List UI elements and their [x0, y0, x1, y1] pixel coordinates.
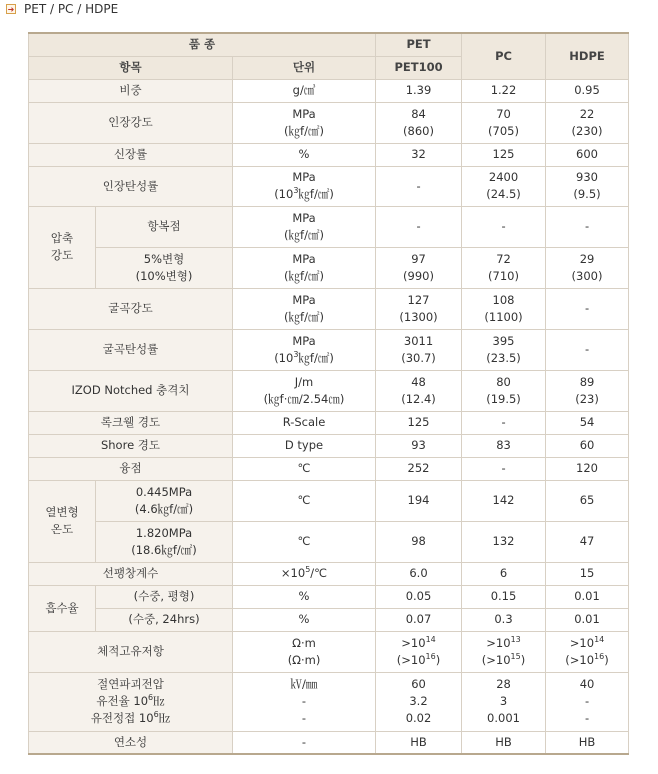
- row-name: (수중, 24hrs): [96, 608, 233, 631]
- header-pc: PC: [462, 33, 546, 79]
- table-row: [29, 206, 629, 247]
- row-name: 비중: [29, 79, 233, 102]
- row-unit: $\times 10^5/℃$: [233, 562, 376, 585]
- pet-value: 3011 (30.7): [376, 329, 462, 370]
- pet-value: 125: [376, 411, 462, 434]
- hdpe-value: 0.01: [546, 585, 629, 608]
- pet-value: 6.0: [376, 562, 462, 585]
- hdpe-value: $>10^{14}$ $(>10^{16})$: [546, 631, 629, 672]
- table-row: [29, 411, 629, 434]
- row-name: 융점: [29, 457, 233, 480]
- row-name: 선팽창계수: [29, 562, 233, 585]
- pc-value: -: [462, 411, 546, 434]
- hdpe-value: -: [546, 329, 629, 370]
- pet-value: -: [376, 166, 462, 206]
- row-unit: %: [233, 608, 376, 631]
- pc-value: 72 (710): [462, 247, 546, 288]
- pc-value: 1.22: [462, 79, 546, 102]
- pet-value: 32: [376, 143, 462, 166]
- pet-value: 1.39: [376, 79, 462, 102]
- row-unit: ℃: [233, 457, 376, 480]
- table-row: [29, 247, 629, 288]
- table-row: [29, 102, 629, 143]
- table-row: [29, 79, 629, 102]
- header-row-1: [29, 33, 629, 56]
- row-unit: R-Scale: [233, 411, 376, 434]
- row-name: 절연파괴전압 유전율 $10^6㎐$ 유전정접 $10^6㎐$: [29, 672, 233, 731]
- hdpe-value: 65: [546, 480, 629, 521]
- row-unit: MPa (㎏f/㎠): [233, 102, 376, 143]
- group-label: 열변형 온도: [29, 480, 96, 562]
- row-name: 굴곡강도: [29, 288, 233, 329]
- pet-value: 48 (12.4): [376, 370, 462, 411]
- hdpe-value: 60: [546, 434, 629, 457]
- row-name: (수중, 평형): [96, 585, 233, 608]
- pc-value: $>10^{13}$ $(>10^{15})$: [462, 631, 546, 672]
- hdpe-value: -: [546, 288, 629, 329]
- table-row: [29, 370, 629, 411]
- table-row: [29, 457, 629, 480]
- row-name: IZOD Notched 충격치: [29, 370, 233, 411]
- row-unit: ℃: [233, 521, 376, 562]
- row-unit: MPa (㎏f/㎠): [233, 288, 376, 329]
- pet-value: 127 (1300): [376, 288, 462, 329]
- group-label: 흡수율: [29, 585, 96, 631]
- row-unit: MPa $(10^3㎏f/㎠)$: [233, 329, 376, 370]
- table-row: [29, 731, 629, 754]
- table-row: [29, 608, 629, 631]
- pc-value: 132: [462, 521, 546, 562]
- hdpe-value: 15: [546, 562, 629, 585]
- table-row: [29, 329, 629, 370]
- header-pet-grade: PET100: [376, 56, 462, 79]
- table-row: [29, 521, 629, 562]
- pet-value: HB: [376, 731, 462, 754]
- row-unit: MPa (㎏f/㎠): [233, 247, 376, 288]
- pc-value: 28 3 0.001: [462, 672, 546, 731]
- hdpe-value: HB: [546, 731, 629, 754]
- header-kind: 품 종: [29, 33, 376, 56]
- spec-table: [28, 32, 629, 755]
- row-name: 록크웰 경도: [29, 411, 233, 434]
- pc-value: HB: [462, 731, 546, 754]
- row-name: 5%변형 (10%변형): [96, 247, 233, 288]
- table-row: [29, 672, 629, 731]
- pet-value: 252: [376, 457, 462, 480]
- hdpe-value: 22 (230): [546, 102, 629, 143]
- hdpe-value: 47: [546, 521, 629, 562]
- pc-value: 2400 (24.5): [462, 166, 546, 206]
- table-row: [29, 166, 629, 206]
- row-unit: J/m (㎏f·㎝/2.54㎝): [233, 370, 376, 411]
- row-unit: -: [233, 731, 376, 754]
- pc-value: 6: [462, 562, 546, 585]
- pc-value: -: [462, 206, 546, 247]
- pc-value: 0.15: [462, 585, 546, 608]
- pc-value: -: [462, 457, 546, 480]
- table-row: [29, 631, 629, 672]
- row-name: 신장률: [29, 143, 233, 166]
- row-name: Shore 경도: [29, 434, 233, 457]
- row-unit: ℃: [233, 480, 376, 521]
- page-title-bar: [6, 0, 118, 18]
- page-title: PET / PC / HDPE: [24, 2, 119, 16]
- row-name: 연소성: [29, 731, 233, 754]
- row-name: 체적고유저항: [29, 631, 233, 672]
- header-pet: PET: [376, 33, 462, 56]
- hdpe-value: 89 (23): [546, 370, 629, 411]
- header-hdpe: HDPE: [546, 33, 629, 79]
- pet-value: 60 3.2 0.02: [376, 672, 462, 731]
- table-row: [29, 434, 629, 457]
- pc-value: 125: [462, 143, 546, 166]
- row-unit: %: [233, 585, 376, 608]
- pc-value: 395 (23.5): [462, 329, 546, 370]
- header-item: 항목: [29, 56, 233, 79]
- row-unit: Ω·m (Ω·m): [233, 631, 376, 672]
- hdpe-value: 0.95: [546, 79, 629, 102]
- hdpe-value: 54: [546, 411, 629, 434]
- pet-value: $>10^{14}$ $(>10^{16})$: [376, 631, 462, 672]
- pc-value: 70 (705): [462, 102, 546, 143]
- arrow-right-icon: ➜: [7, 5, 15, 14]
- row-name: 1.820MPa (18.6㎏f/㎠): [96, 521, 233, 562]
- row-unit: D type: [233, 434, 376, 457]
- hdpe-value: 120: [546, 457, 629, 480]
- table-row: [29, 143, 629, 166]
- row-name: 인장탄성률: [29, 166, 233, 206]
- pet-value: 194: [376, 480, 462, 521]
- row-unit: MPa (㎏f/㎠): [233, 206, 376, 247]
- pet-value: 0.07: [376, 608, 462, 631]
- pet-value: 98: [376, 521, 462, 562]
- table-row: [29, 562, 629, 585]
- row-name: 항복점: [96, 206, 233, 247]
- hdpe-value: 600: [546, 143, 629, 166]
- row-unit: g/㎤: [233, 79, 376, 102]
- pet-value: 97 (990): [376, 247, 462, 288]
- hdpe-value: 930 (9.5): [546, 166, 629, 206]
- pc-value: 108 (1100): [462, 288, 546, 329]
- row-name: 굴곡탄성률: [29, 329, 233, 370]
- hdpe-value: -: [546, 206, 629, 247]
- table-row: [29, 288, 629, 329]
- group-label: 압축 강도: [29, 206, 96, 288]
- table-row: [29, 480, 629, 521]
- pc-value: 83: [462, 434, 546, 457]
- row-unit: %: [233, 143, 376, 166]
- pet-value: 0.05: [376, 585, 462, 608]
- row-name: 인장강도: [29, 102, 233, 143]
- row-unit: ㎸/㎜ - -: [233, 672, 376, 731]
- hdpe-value: 0.01: [546, 608, 629, 631]
- hdpe-value: 40 - -: [546, 672, 629, 731]
- hdpe-value: 29 (300): [546, 247, 629, 288]
- row-unit: MPa $(10^3㎏f/㎠)$: [233, 166, 376, 206]
- pet-value: -: [376, 206, 462, 247]
- pc-value: 80 (19.5): [462, 370, 546, 411]
- pc-value: 142: [462, 480, 546, 521]
- table-row: [29, 585, 629, 608]
- pet-value: 84 (860): [376, 102, 462, 143]
- header-unit: 단위: [233, 56, 376, 79]
- row-name: 0.445MPa (4.6㎏f/㎠): [96, 480, 233, 521]
- pet-value: 93: [376, 434, 462, 457]
- pc-value: 0.3: [462, 608, 546, 631]
